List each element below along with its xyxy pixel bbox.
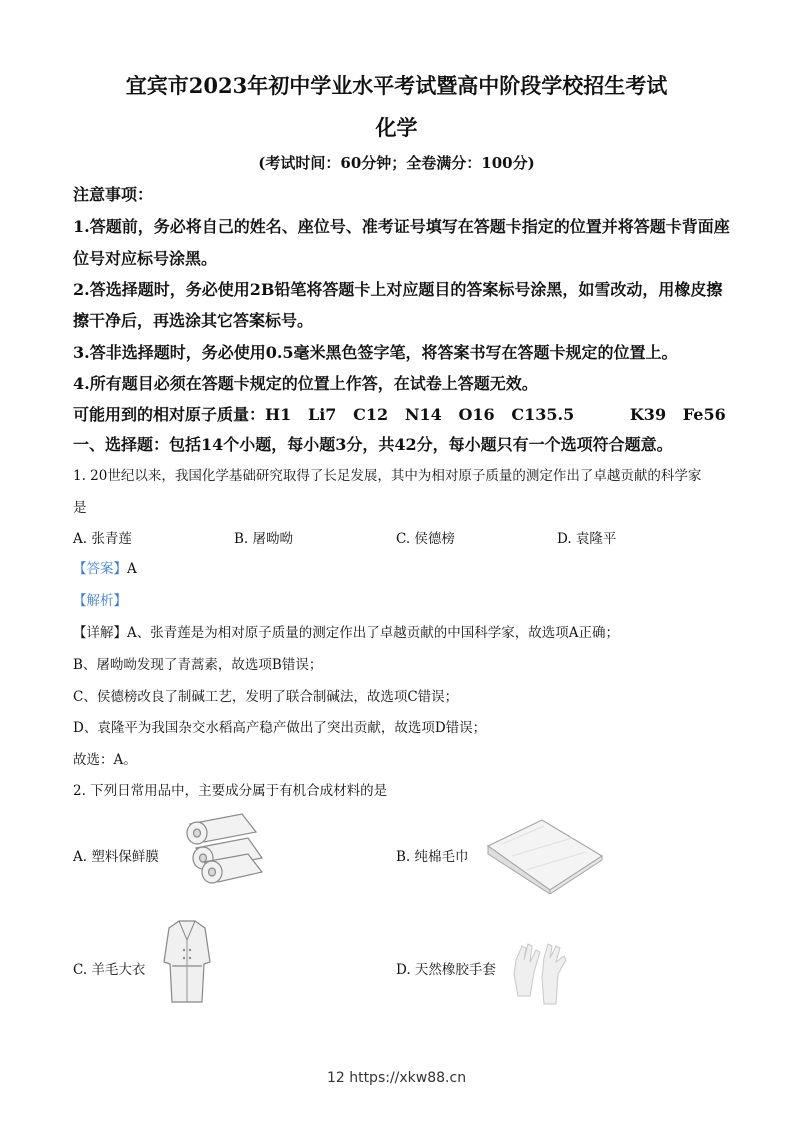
wool-coat-image [160, 918, 214, 1006]
q1-stem-line-2: 是 [73, 500, 87, 516]
exam-info: (考试时间：60分钟；全卷满分：100分) [258, 154, 535, 172]
q1-detail-a-line [73, 621, 619, 641]
note-item-1-line-1: 1.答题前，务必将自己的姓名、座位号、准考证号填写在答题卡指定的位置并将答题卡背面座 [73, 217, 730, 236]
note-item-3: 3.答非选择题时，务必使用0.5毫米黑色签字笔，将答案书写在答题卡规定的位置上。 [73, 343, 678, 362]
plastic-wrap-image [176, 812, 268, 886]
note-item-2-line-2: 擦干净后，再选涂其它答案标号。 [73, 311, 314, 330]
rubber-gloves-image [508, 940, 574, 1010]
q1-detail-d: D、袁隆平为我国杂交水稻高产稳产做出了突出贡献，故选项D错误； [73, 720, 487, 736]
q1-option-b: B. 屠呦呦 [234, 531, 294, 547]
exam-title: 宜宾市2023年初中学业水平考试暨高中阶段学校招生考试 [125, 73, 668, 98]
q2-option-d: D. 天然橡胶手套 [396, 962, 496, 978]
answer-tag: 【答案】 [73, 561, 127, 577]
atomic-mass-line: 可能用到的相对原子质量：H1 Li7 C12 N14 O16 C135.5 K39 Fe56 [73, 405, 726, 424]
q1-answer-line [73, 557, 137, 577]
notes-heading: 注意事项： [73, 185, 154, 204]
cotton-towel-image [482, 816, 607, 894]
q2-option-b: B. 纯棉毛巾 [396, 849, 469, 865]
q1-detail-c: C、侯德榜改良了制碱工艺，发明了联合制碱法，故选项C错误； [73, 689, 459, 705]
footer-url[interactable]: 12 https://xkw88.cn [326, 1070, 467, 1086]
q2-stem: 2. 下列日常用品中，主要成分属于有机合成材料的是 [73, 783, 388, 799]
q1-option-a: A. 张青莲 [73, 531, 132, 547]
q2-option-a: A. 塑料保鲜膜 [73, 849, 159, 865]
q1-stem-line-1: 1. 20世纪以来，我国化学基础研究取得了长足发展，其中为相对原子质量的测定作出了卓越贡献的科学家 [73, 468, 702, 484]
q1-option-c: C. 侯德榜 [396, 531, 455, 547]
q1-detail-b: B、屠呦呦发现了青蒿素，故选项B错误； [73, 657, 323, 673]
q2-option-c: C. 羊毛大衣 [73, 962, 146, 978]
detail-tag: 【详解】 [73, 625, 127, 641]
note-item-1-line-2: 位号对应标号涂黑。 [73, 249, 218, 268]
q1-conclusion: 故选：A。 [73, 752, 137, 768]
subject-title: 化学 [375, 115, 418, 140]
q1-answer: A [127, 561, 137, 577]
section1-heading: 一、选择题：包括14个小题，每小题3分，共42分，每小题只有一个选项符合题意。 [73, 435, 673, 454]
q1-detail-a: A、张青莲是为相对原子质量的测定作出了卓越贡献的中国科学家，故选项A正确； [127, 625, 619, 641]
note-item-4: 4.所有题目必须在答题卡规定的位置上作答，在试卷上答题无效。 [73, 374, 538, 393]
analysis-tag: 【解析】 [73, 593, 127, 609]
q1-option-d: D. 袁隆平 [557, 531, 617, 547]
note-item-2-line-1: 2.答选择题时，务必使用2B铅笔将答题卡上对应题目的答案标号涂黑，如雪改动，用橡皮擦 [73, 280, 723, 299]
